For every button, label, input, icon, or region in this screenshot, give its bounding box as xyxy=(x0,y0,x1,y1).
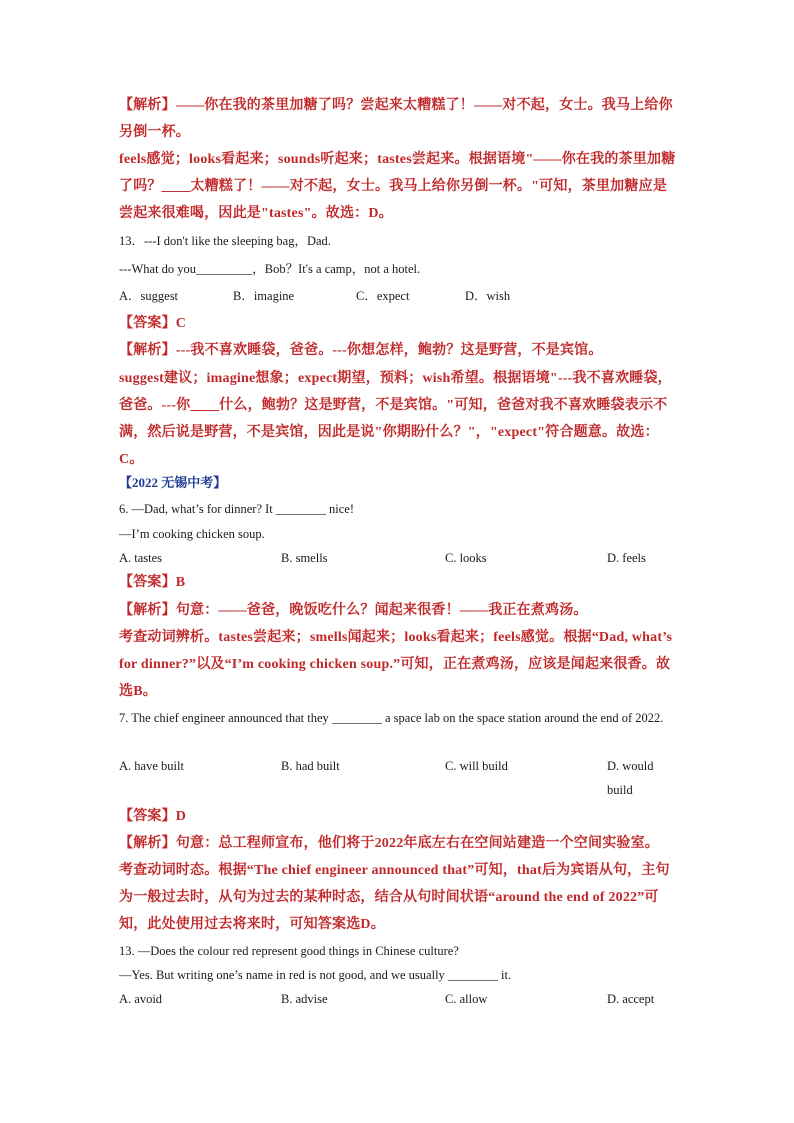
option-d: D. accept xyxy=(607,992,655,1006)
question-6-options xyxy=(119,546,681,570)
option-b: B. advise xyxy=(281,992,328,1006)
answer-line: 【答案】C xyxy=(119,316,187,331)
option-d: D. feels xyxy=(607,551,646,565)
question-13b-line2: —Yes. But writing one’s name in red is not good, and we usually ________ it. xyxy=(119,968,512,982)
option-b: B．imagine xyxy=(233,289,295,303)
question-13b-options xyxy=(119,987,681,1011)
answer-line: 【答案】B xyxy=(119,575,186,590)
analysis-text: ——你在我的茶里加糖了吗？尝起来太糟糕了！——对不起，女士。我马上给你另倒一杯。 xyxy=(119,98,673,140)
analysis-label: 【解析】 xyxy=(119,343,176,358)
question-13-options xyxy=(119,284,681,308)
analysis-label: 【解析】 xyxy=(119,836,176,851)
option-c: C. looks xyxy=(445,551,487,565)
question-13-line2: ---What do you_________，Bob？It's a camp，not a hotel. xyxy=(119,262,421,276)
option-c: C. will build xyxy=(445,759,508,773)
explanation-paragraph: 考查动词时态。根据“The chief engineer announced that”可知，that后为宾语从句，主句为一般过去时，从句为过去的某种时态，结合从句时间状语“around the end of 2022”可知，此处使用过去将来时，可知答案选D。 xyxy=(119,863,670,932)
question-13-line1: 13．---I don't like the sleeping bag，Dad. xyxy=(119,234,331,248)
section-title: 【2022 无锡中考】 xyxy=(119,475,227,490)
analysis-paragraph xyxy=(119,92,681,146)
answer-line: 【答案】D xyxy=(119,809,187,824)
option-a: A. have built xyxy=(119,759,184,773)
option-a: A. tastes xyxy=(119,551,163,565)
analysis-text: 句意：——爸爸，晚饭吃什么？闻起来很香！——我正在煮鸡汤。 xyxy=(175,603,588,618)
explanation-paragraph: feels感觉；looks看起来；sounds听起来；tastes尝起来。根据语境"——你在我的茶里加糖了吗？____太糟糕了！——对不起，女士。我马上给你另倒一杯。"可知，茶里加糖应是尝起来很难喝，因此是"tastes"。故选：D。 xyxy=(119,152,676,221)
question-6-line1: 6. —Dad, what’s for dinner? It ________ nice! xyxy=(119,502,355,516)
analysis-text: ---我不喜欢睡袋，爸爸。---你想怎样，鲍勃？这是野营，不是宾馆。 xyxy=(175,343,603,358)
option-c: C. allow xyxy=(445,992,488,1006)
option-a: A. avoid xyxy=(119,992,163,1006)
analysis-paragraph xyxy=(119,597,681,624)
option-d: D．wish xyxy=(465,289,511,303)
question-13b-line1: 13. —Does the colour red represent good things in Chinese culture? xyxy=(119,944,459,958)
explanation-paragraph: 考查动词辨析。tastes尝起来；smells闻起来；looks看起来；feels感觉。根据“Dad, what’s for dinner?”以及“I’m cooking chicken soup.”可知，正在煮鸡汤，应该是闻起来很香。故选B。 xyxy=(119,630,673,699)
explanation-paragraph: suggest建议；imagine想象；expect期望，预料；wish希望。根据语境"---我不喜欢睡袋，爸爸。---你____什么，鲍勃？这是野营，不是宾馆。"可知，爸爸对我不喜欢睡袋表示不满，然后说是野营，不是宾馆，因此是说"你期盼什么？"，"expect"符合题意。故选：C。 xyxy=(119,371,672,467)
question-7-text: 7. The chief engineer announced that they ________ a space lab on the space station around the end of 2022. xyxy=(119,711,664,725)
analysis-label: 【解析】 xyxy=(119,98,176,113)
question-7-options xyxy=(119,754,681,797)
question-6-line2: —I’m cooking chicken soup. xyxy=(119,527,265,541)
option-a: A．suggest xyxy=(119,289,179,303)
analysis-paragraph xyxy=(119,337,681,364)
option-b: B. smells xyxy=(281,551,328,565)
analysis-label: 【解析】 xyxy=(119,603,176,618)
analysis-paragraph xyxy=(119,830,681,857)
option-d: D. would build xyxy=(607,759,654,797)
analysis-text: 句意：总工程师宣布，他们将于2022年底左右在空间站建造一个空间实验室。 xyxy=(175,836,660,851)
option-b: B. had built xyxy=(281,759,340,773)
option-c: C．expect xyxy=(356,289,410,303)
